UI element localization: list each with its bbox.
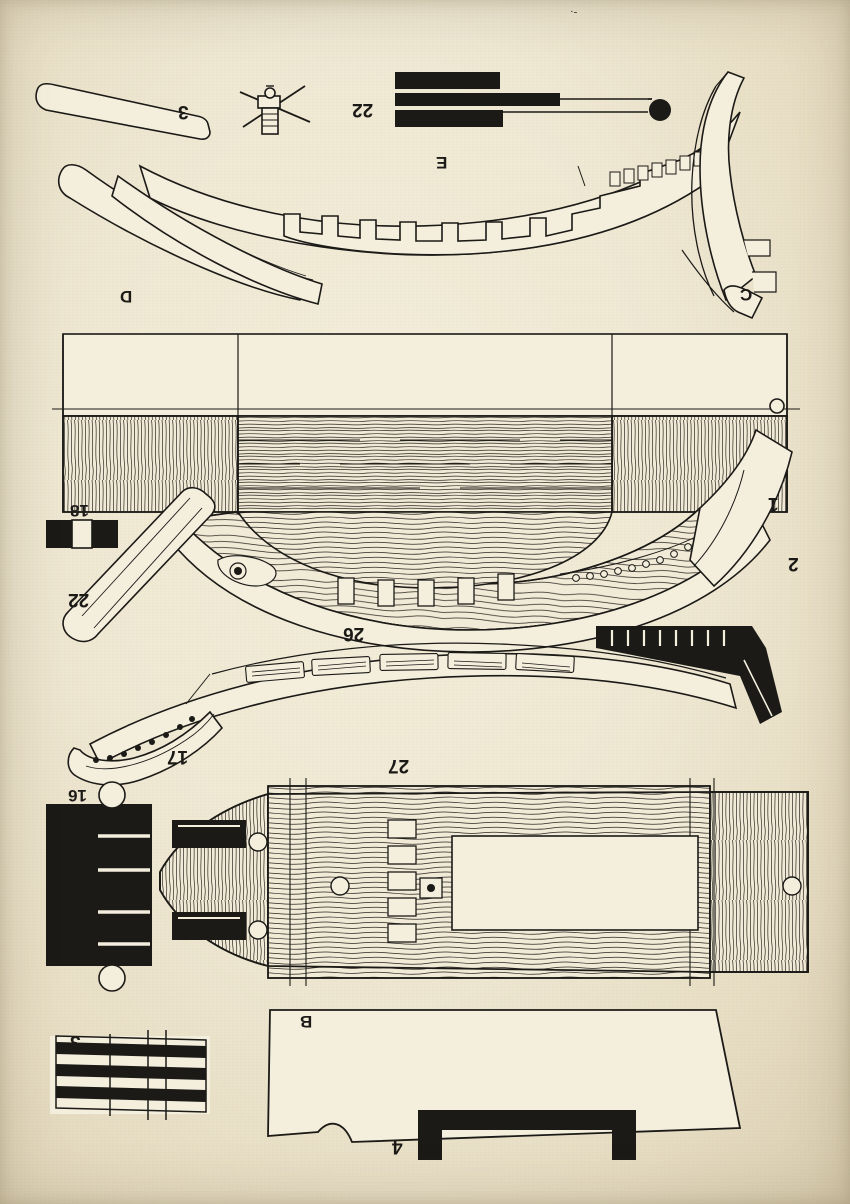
part-black-panel-16 <box>46 782 152 991</box>
part-stem-C <box>692 72 776 300</box>
label-22-top: 22 <box>352 99 374 120</box>
label-1: 1 <box>768 493 779 514</box>
label-3-top: 3 <box>178 101 189 122</box>
label-2: 2 <box>788 553 799 574</box>
label-E: E <box>436 153 448 172</box>
label-27: 27 <box>388 755 410 776</box>
label-18: 18 <box>70 501 89 520</box>
part-squares-18 <box>46 520 118 548</box>
label-26: 26 <box>343 623 365 644</box>
label-B: B <box>300 1012 313 1031</box>
part-cross-fitting <box>240 86 310 134</box>
label-22-left: 22 <box>68 589 90 610</box>
part-hull-top-E <box>140 112 740 255</box>
label-D: D <box>120 287 133 306</box>
top-margin-mark: ·- <box>570 6 578 18</box>
label-4: 4 <box>392 1136 403 1157</box>
label-17: 17 <box>167 746 189 767</box>
label-3-bottom: 3 <box>70 1031 81 1052</box>
label-C: C <box>740 285 753 304</box>
part-deck-27 <box>160 778 808 986</box>
label-16: 16 <box>68 786 87 805</box>
part-bar-22 <box>395 72 671 127</box>
part-deck-panel-1 <box>52 334 800 512</box>
